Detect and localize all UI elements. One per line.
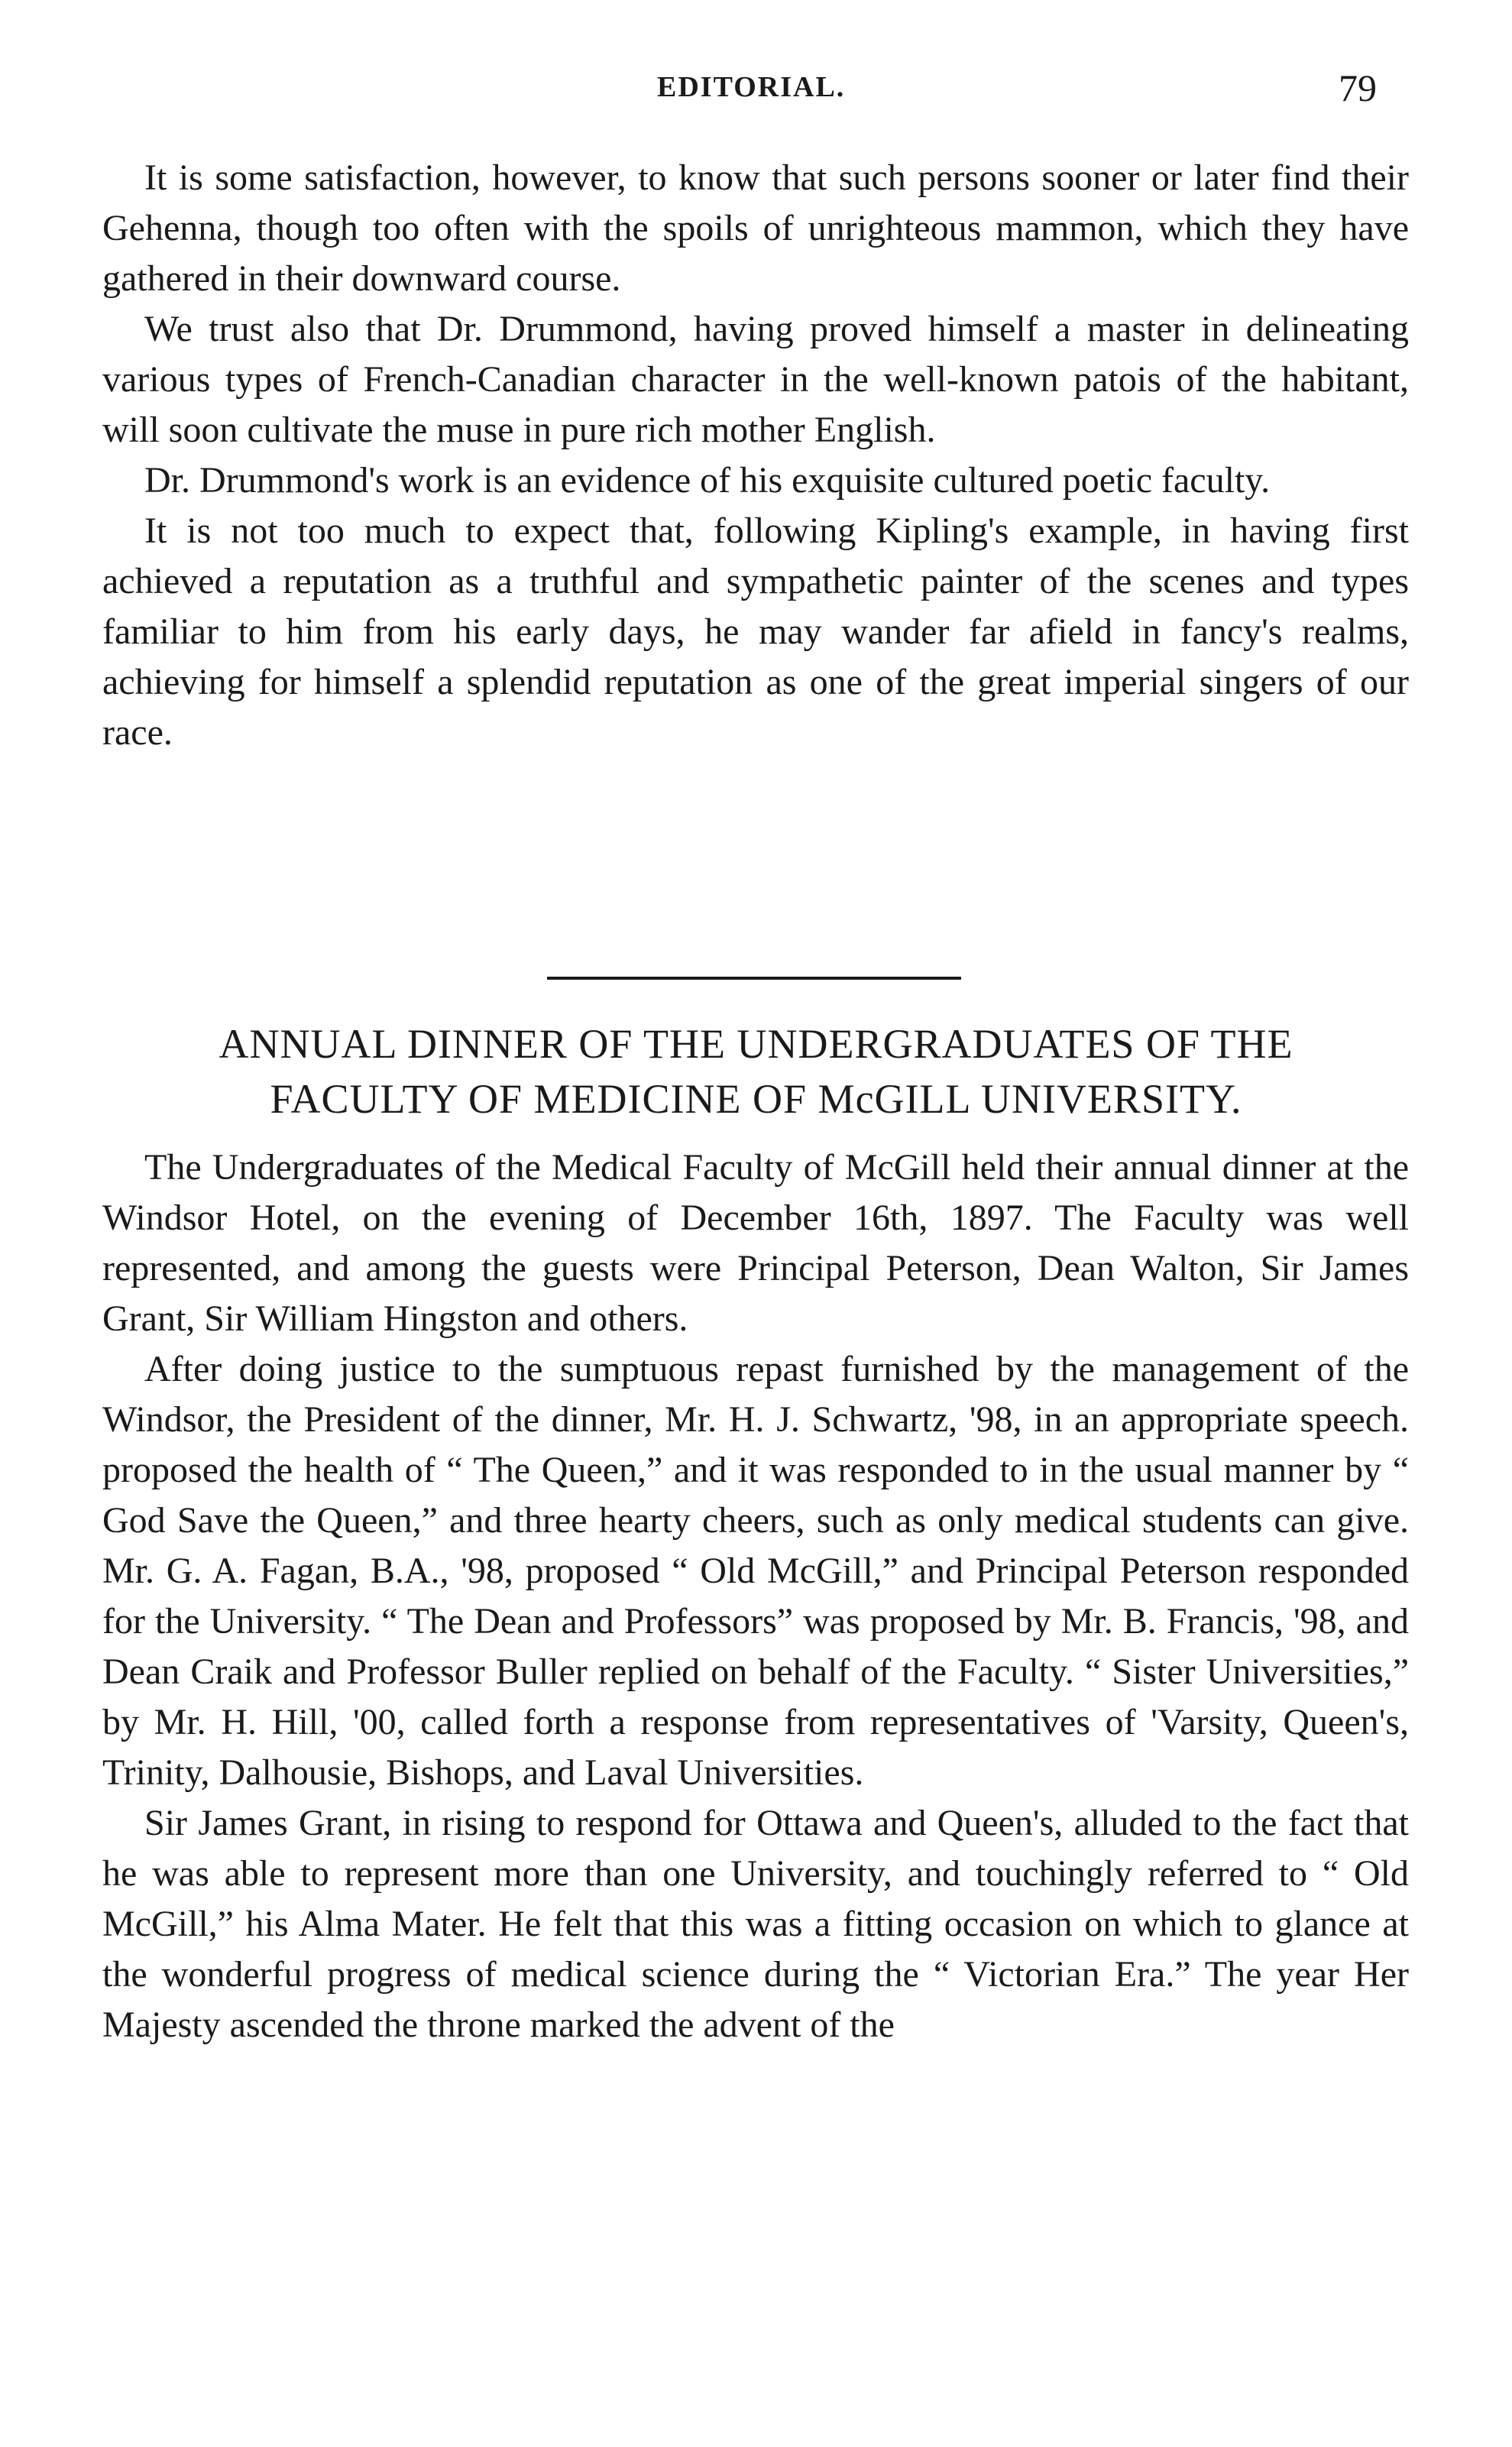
paragraph: It is not too much to expect that, following Kipling's example, in having first achieved a reputation as a truthful and sympathetic painter of the scenes and types familiar to him from his early days, he may wander far afield in fancy's realms, achieving for himself a splendid reputation as one of the great imperial singers of our race. [102,510,1409,753]
heading-line-2: FACULTY OF MEDICINE OF McGILL UNIVERSITY. [270,1076,1242,1122]
page-number: 79 [1339,66,1377,109]
paragraph: It is some satisfaction, however, to know that such persons sooner or later find their Gehenna, though too often with the spoils of unrighteous mammon, which they have gathered in their downward course. [102,157,1409,299]
article-body [102,1142,1409,2050]
section-divider [547,977,961,980]
paragraph: Sir James Grant, in rising to respond for Ottawa and Queen's, alluded to the fact that he was able to represent more than one University, and touchingly referred to “ Old McGill,” his Alma Mater. He felt that this was a fitting occasion on which to glance at the wonderful progress of medical science during the “ Victorian Era.” The year Her Majesty ascended the throne marked the advent of the [102,1803,1409,2045]
article-heading [76,1016,1436,1126]
running-title: EDITORIAL. [657,71,846,103]
paragraph: After doing justice to the sumptuous repast furnished by the management of the Windsor, the President of the dinner, Mr. H. J. Schwartz, '98, in an appropriate speech. proposed the health of “ The Queen,” and it was responded to in the usual manner by “ God Save the Queen,” and three hearty cheers, such as only medical students can give. Mr. G. A. Fagan, B.A., '98, proposed “ Old McGill,” and Principal Peterson responded for the University. “ The Dean and Professors” was proposed by Mr. B. Francis, '98, and Dean Craik and Professor Buller replied on behalf of the Faculty. “ Sister Universities,” by Mr. H. Hill, '00, called forth a response from representatives of 'Varsity, Queen's, Trinity, Dalhousie, Bishops, and Laval Universities. [102,1349,1409,1793]
paragraph: Dr. Drummond's work is an evidence of his exquisite cultured poetic faculty. [144,460,1271,501]
paragraph: The Undergraduates of the Medical Faculty of McGill held their annual dinner at the Windsor Hotel, on the evening of December 16th, 1897. The Faculty was well represented, and among the guests were Principal Peterson, Dean Walton, Sir James Grant, Sir William Hingston and others. [102,1147,1409,1339]
editorial-continuation [102,153,1409,758]
running-head [0,66,1512,116]
heading-line-1: ANNUAL DINNER OF THE UNDERGRADUATES OF THE [219,1021,1293,1067]
paragraph: We trust also that Dr. Drummond, having proved himself a master in delineating various types of French-Canadian character in the well-known patois of the habitant, will soon cultivate the muse in pure rich mother English. [102,309,1409,450]
